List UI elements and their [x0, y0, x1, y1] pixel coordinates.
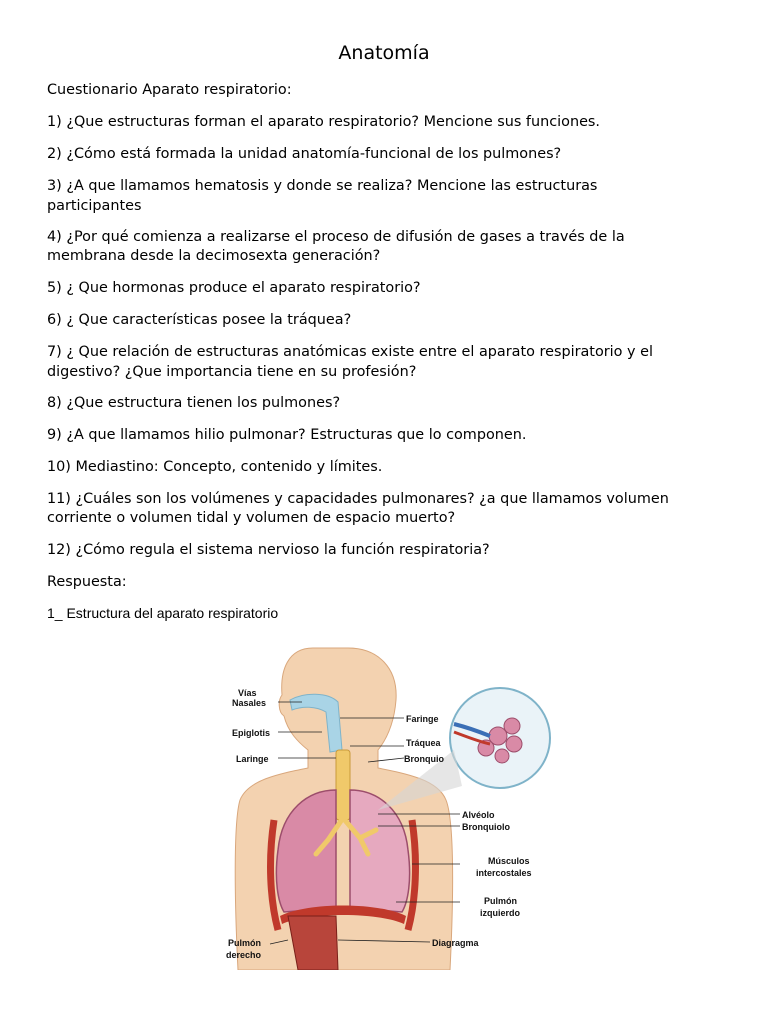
question-5: 5) ¿ Que hormonas produce el aparato respiratorio? — [47, 280, 421, 296]
question-11: 11) ¿Cuáles son los volúmenes y capacidades pulmonares? ¿a que llamamos volumen — [47, 491, 669, 507]
label-bronquio: Bronquio — [404, 754, 444, 764]
label-faringe: Faringe — [406, 714, 439, 724]
question-11-cont: corriente o volumen tidal y volumen de espacio muerto? — [47, 510, 456, 526]
question-9: 9) ¿A que llamamos hilio pulmonar? Estructuras que lo componen. — [47, 427, 527, 443]
question-4: 4) ¿Por qué comienza a realizarse el proceso de difusión de gases a través de la — [47, 229, 625, 245]
label-alveolo: Alvéolo — [462, 810, 495, 820]
trachea — [336, 750, 350, 820]
label-nasales: Nasales — [232, 698, 267, 708]
questionnaire-heading: Cuestionario Aparato respiratorio: — [47, 82, 292, 98]
label-laringe: Laringe — [236, 754, 269, 764]
document-title: Anatomía — [338, 42, 430, 64]
question-3-cont: participantes — [47, 198, 142, 214]
label-diafragma: Diagragma — [432, 938, 479, 948]
question-7-cont: digestivo? ¿Que importancia tiene en su profesión? — [47, 364, 417, 380]
answer-1-heading: 1_ Estructura del aparato respiratorio — [47, 605, 279, 621]
label-pulmon-izq: Pulmón — [484, 896, 517, 906]
label-bronquiolo: Bronquiolo — [462, 822, 510, 832]
label-vias: Vías — [238, 688, 257, 698]
label-epiglotis: Epiglotis — [232, 728, 270, 738]
question-12: 12) ¿Cómo regula el sistema nervioso la función respiratoria? — [47, 542, 490, 558]
label-musculos: Músculos — [488, 856, 530, 866]
label-derecho: derecho — [226, 950, 262, 960]
question-2: 2) ¿Cómo está formada la unidad anatomía-funcional de los pulmones? — [47, 146, 562, 162]
question-6: 6) ¿ Que características posee la tráquea? — [47, 312, 352, 328]
label-izquierdo: izquierdo — [480, 908, 520, 918]
question-7: 7) ¿ Que relación de estructuras anatómicas existe entre el aparato respiratorio y el — [47, 344, 653, 360]
answer-heading: Respuesta: — [47, 574, 127, 590]
label-traquea: Tráquea — [406, 738, 441, 748]
label-pulmon-der: Pulmón — [228, 938, 261, 948]
question-4-cont: membrana desde la decimosexta generación? — [47, 248, 381, 264]
question-3: 3) ¿A que llamamos hematosis y donde se realiza? Mencione las estructuras — [47, 178, 598, 194]
question-8: 8) ¿Que estructura tienen los pulmones? — [47, 395, 341, 411]
label-intercostales: intercostales — [476, 868, 532, 878]
question-10: 10) Mediastino: Concepto, contenido y límites. — [47, 459, 383, 475]
respiratory-system-illustration — [218, 640, 558, 970]
question-1: 1) ¿Que estructuras forman el aparato respiratorio? Mencione sus funciones. — [47, 114, 600, 130]
